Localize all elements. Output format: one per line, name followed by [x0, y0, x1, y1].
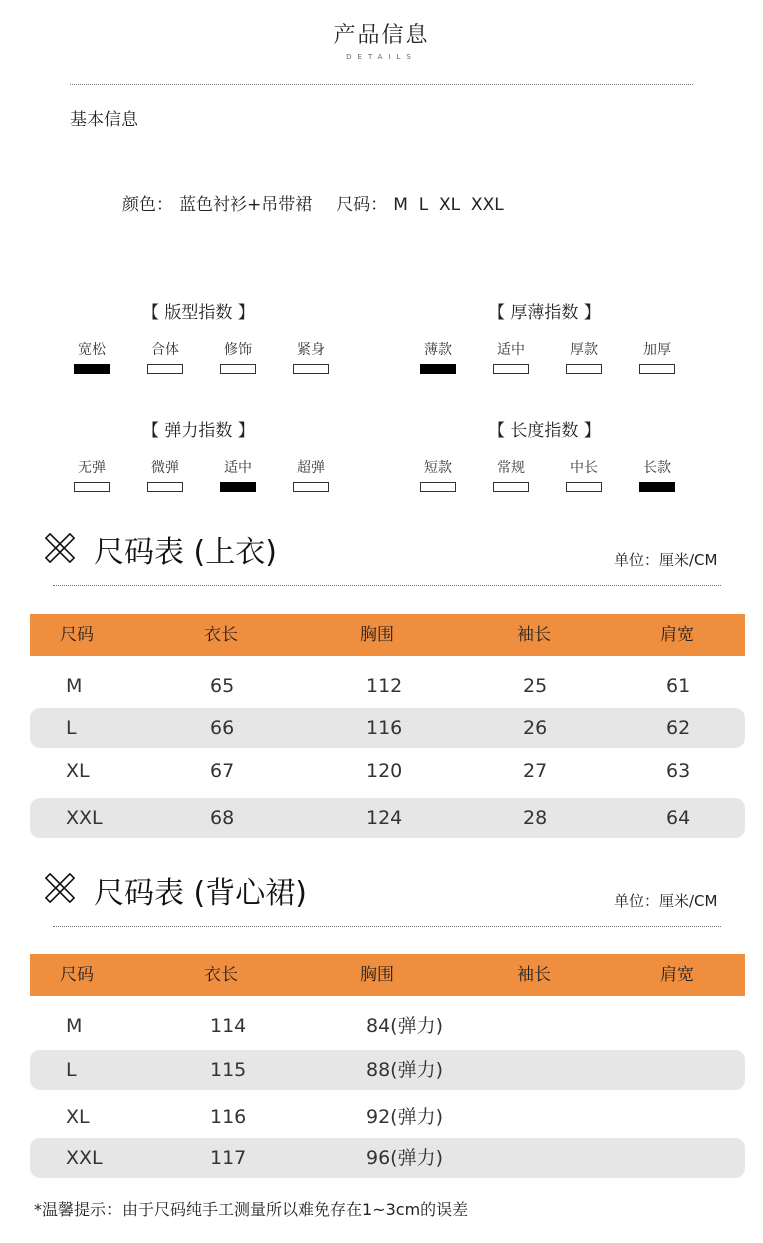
- table-cell: L: [66, 717, 77, 739]
- table-header-cell: 胸围: [360, 965, 394, 985]
- index-box: [147, 482, 183, 492]
- index-option-label: 中长: [570, 460, 598, 476]
- table-dress-divider: [53, 926, 721, 927]
- table-header-cell: 肩宽: [660, 625, 694, 645]
- index-option-label: 短款: [424, 460, 452, 476]
- table-cell: 27: [523, 760, 548, 782]
- table-cell: XXL: [66, 807, 103, 829]
- table-cell: M: [66, 1015, 83, 1037]
- index-option: [281, 458, 341, 492]
- table-row: [30, 1138, 745, 1178]
- size-table-top: [0, 614, 763, 844]
- index-option: [208, 458, 268, 492]
- index-option: [481, 458, 541, 492]
- footnote: *温馨提示：由于尺码纯手工测量所以难免存在1~3cm的误差: [34, 1200, 469, 1219]
- table-header-cell: 尺码: [60, 625, 94, 645]
- table-header-cell: 衣长: [204, 965, 238, 985]
- table-cell: 92(弹力): [366, 1106, 444, 1128]
- elasticity-index-title: 【 弹力指数 】: [142, 421, 255, 441]
- table-cell: 96(弹力): [366, 1147, 444, 1169]
- table-cell: 124: [366, 807, 403, 829]
- fit-index: [62, 298, 362, 388]
- fit-index-title: 【 版型指数 】: [142, 303, 255, 323]
- index-box: [293, 364, 329, 374]
- index-option: [135, 458, 195, 492]
- table-cell: 26: [523, 717, 548, 739]
- table-cell: 66: [210, 717, 235, 739]
- table-cell: L: [66, 1059, 77, 1081]
- table-cell: 115: [210, 1059, 247, 1081]
- table-cell: XL: [66, 760, 90, 782]
- index-box: [493, 364, 529, 374]
- color-value: 蓝色衬衫+吊带裙: [179, 195, 313, 215]
- table-cell: 112: [366, 675, 403, 697]
- table-header-cell: 尺码: [60, 965, 94, 985]
- index-option-label: 适中: [497, 342, 525, 358]
- index-option-label: 常规: [497, 460, 525, 476]
- table-row: [30, 1050, 745, 1090]
- index-box: [74, 482, 110, 492]
- index-box: [147, 364, 183, 374]
- size-label: 尺码：: [336, 195, 388, 215]
- index-option-label: 微弹: [151, 460, 179, 476]
- index-option: [408, 340, 468, 374]
- table-header-cell: 袖长: [517, 965, 551, 985]
- index-option: [135, 340, 195, 374]
- table-header-cell: 衣长: [204, 625, 238, 645]
- index-box: [420, 482, 456, 492]
- index-option: [62, 340, 122, 374]
- table-cell: 88(弹力): [366, 1059, 444, 1081]
- index-option-label: 修饰: [224, 342, 252, 358]
- index-box: [566, 364, 602, 374]
- table-cell: 67: [210, 760, 235, 782]
- elasticity-index: [62, 416, 362, 506]
- index-box-selected: [220, 482, 256, 492]
- page-title: 产品信息: [333, 23, 430, 48]
- index-option-label: 合体: [151, 342, 179, 358]
- index-option: [627, 458, 687, 492]
- index-box-selected: [420, 364, 456, 374]
- table-cell: M: [66, 675, 83, 697]
- table-cell: 116: [366, 717, 403, 739]
- index-option: [208, 340, 268, 374]
- table-cell: XL: [66, 1106, 90, 1128]
- thickness-index-title: 【 厚薄指数 】: [488, 303, 601, 323]
- index-option-label: 适中: [224, 460, 252, 476]
- table-cell: 61: [666, 675, 691, 697]
- table-cell: XXL: [66, 1147, 103, 1169]
- index-option-label: 无弹: [78, 460, 106, 476]
- size-table-dress: [0, 954, 763, 1184]
- table-top-heading: 尺码表 (上衣): [94, 535, 277, 570]
- table-header-cell: 胸围: [360, 625, 394, 645]
- index-option-label: 加厚: [643, 342, 671, 358]
- index-option-label: 长款: [643, 460, 671, 476]
- table-cell: 65: [210, 675, 235, 697]
- table-row: [30, 708, 745, 748]
- index-option-label: 薄款: [424, 342, 452, 358]
- index-option: [554, 458, 614, 492]
- index-option-label: 超弹: [297, 460, 325, 476]
- index-option: [554, 340, 614, 374]
- length-index: [408, 416, 708, 506]
- index-box-selected: [74, 364, 110, 374]
- table-row: [30, 1097, 745, 1137]
- table-header-row: [30, 614, 745, 656]
- table-header-cell: 袖长: [517, 625, 551, 645]
- size-value: M L XL XXL: [393, 195, 504, 215]
- table-row: [30, 751, 745, 791]
- table-header-cell: 肩宽: [660, 965, 694, 985]
- index-box: [566, 482, 602, 492]
- table-top-divider: [53, 585, 721, 586]
- table-row: [30, 666, 745, 706]
- index-box: [293, 482, 329, 492]
- index-option-label: 紧身: [297, 342, 325, 358]
- table-cell: 68: [210, 807, 235, 829]
- length-index-title: 【 长度指数 】: [488, 421, 601, 441]
- basic-info-line: [122, 190, 504, 215]
- table-cell: 120: [366, 760, 403, 782]
- page-subtitle: DETAILS: [346, 53, 417, 61]
- table-row: [30, 798, 745, 838]
- index-box-selected: [639, 482, 675, 492]
- header-divider: [70, 84, 693, 85]
- thickness-index: [408, 298, 708, 388]
- table-cell: 63: [666, 760, 691, 782]
- table-cell: 117: [210, 1147, 247, 1169]
- table-cell: 114: [210, 1015, 247, 1037]
- table-row: [30, 1006, 745, 1046]
- table-cell: 28: [523, 807, 548, 829]
- index-option: [481, 340, 541, 374]
- table-dress-unit: 单位：厘米/CM: [614, 892, 718, 910]
- index-option-label: 宽松: [78, 342, 106, 358]
- ruler-pencil-icon: [45, 873, 75, 903]
- index-box: [220, 364, 256, 374]
- table-top-unit: 单位：厘米/CM: [614, 551, 718, 569]
- index-option: [62, 458, 122, 492]
- index-box: [493, 482, 529, 492]
- table-cell: 84(弹力): [366, 1015, 444, 1037]
- index-option-label: 厚款: [570, 342, 598, 358]
- index-box: [639, 364, 675, 374]
- table-cell: 25: [523, 675, 548, 697]
- ruler-pencil-icon: [45, 533, 75, 563]
- color-label: 颜色：: [122, 195, 173, 215]
- index-option: [281, 340, 341, 374]
- table-dress-heading: 尺码表 (背心裙): [94, 876, 307, 911]
- index-option: [408, 458, 468, 492]
- table-cell: 116: [210, 1106, 247, 1128]
- index-option: [627, 340, 687, 374]
- table-cell: 62: [666, 717, 691, 739]
- basic-info-heading: 基本信息: [70, 110, 138, 130]
- table-header-row: [30, 954, 745, 996]
- table-cell: 64: [666, 807, 691, 829]
